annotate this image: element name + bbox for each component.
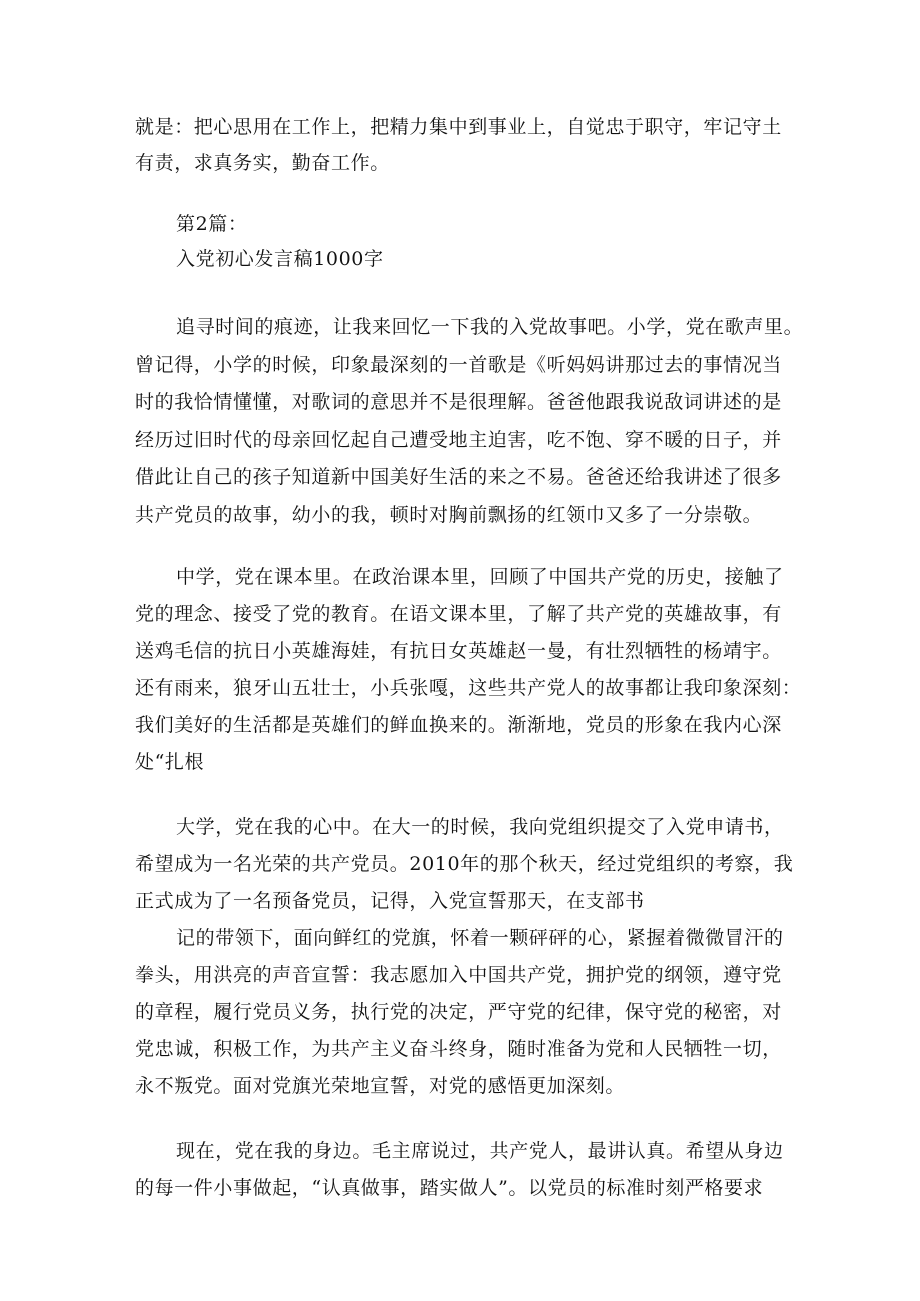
section-number: 第2篇： [176,213,248,235]
text-line: 党的理念、接受了党的教育。在语文课本里，了解了共产党的英雄故事，有 [135,603,782,625]
text-line: 就是：把心思用在工作上，把精力集中到事业上，自觉忠于职守，牢记守土 [135,116,782,138]
text-line: 时的我恰情懂懂，对歌词的意思并不是很理解。爸爸他跟我说敌词讲述的是 [135,391,782,413]
section-title: 入党初心发言稿1000字 [176,248,384,270]
text-line: 经历过旧时代的母亲回忆起自己遭受地主迫害，吃不饱、穿不暖的日子，并 [135,429,782,451]
text-line: 借此让自己的孩子知道新中国美好生活的来之不易。爸爸还给我讲述了很多 [135,466,782,488]
text-line: 希望成为一名光荣的共产党员。2010年的那个秋天，经过党组织的考察，我 [135,853,794,875]
text-line: 永不叛党。面对党旗光荣地宣誓，对党的感悟更加深刻。 [135,1075,626,1097]
text-line: 送鸡毛信的抗日小英雄海娃，有抗日女英雄赵一曼，有壮烈牺牲的杨靖宇。 [135,640,782,662]
text-line: 拳头，用洪亮的声音宣誓：我志愿加入中国共产党，拥护党的纲领，遵守党 [135,964,782,986]
text-line: 处“扎根 [135,751,205,773]
text-line: 的每一件小事做起，“认真做事，踏实做人”。以党员的标准时刻严格要求 [135,1177,764,1199]
text-line: 曾记得，小学的时候，印象最深刻的一首歌是《听妈妈讲那过去的事情况当 [135,354,782,376]
text-line: 共产党员的故事，幼小的我，顿时对胸前飘扬的红领巾又多了一分崇敬。 [135,504,763,526]
text-line: 追寻时间的痕迹，让我来回忆一下我的入党故事吧。小学，党在歌声里。 [176,316,804,338]
text-line: 中学，党在课本里。在政治课本里，回顾了中国共产党的历史，接触了 [176,566,784,588]
text-line: 正式成为了一名预备党员，记得，入党宣誓那天，在支部书 [135,890,645,912]
text-line: 我们美好的生活都是英雄们的鲜血换来的。渐渐地，党员的形象在我内心深 [135,714,782,736]
text-line: 党忠诚，积极工作，为共产主义奋斗终身，随时准备为党和人民牺牲一切， [135,1038,782,1060]
text-line: 记的带领下，面向鲜红的党旗，怀着一颗砰砰的心，紧握着微微冒汗的 [176,927,784,949]
text-line: 有责，求真务实，勤奋工作。 [135,152,390,174]
text-line: 大学，党在我的心中。在大一的时候，我向党组织提交了入党申请书， [176,816,784,838]
text-line: 的章程，履行党员义务，执行党的决定，严守党的纪律，保守党的秘密，对 [135,1001,782,1023]
text-line: 还有雨来，狼牙山五壮士，小兵张嘎，这些共产党人的故事都让我印象深刻： [135,677,802,699]
text-line: 现在，党在我的身边。毛主席说过，共产党人，最讲认真。希望从身边 [176,1140,784,1162]
